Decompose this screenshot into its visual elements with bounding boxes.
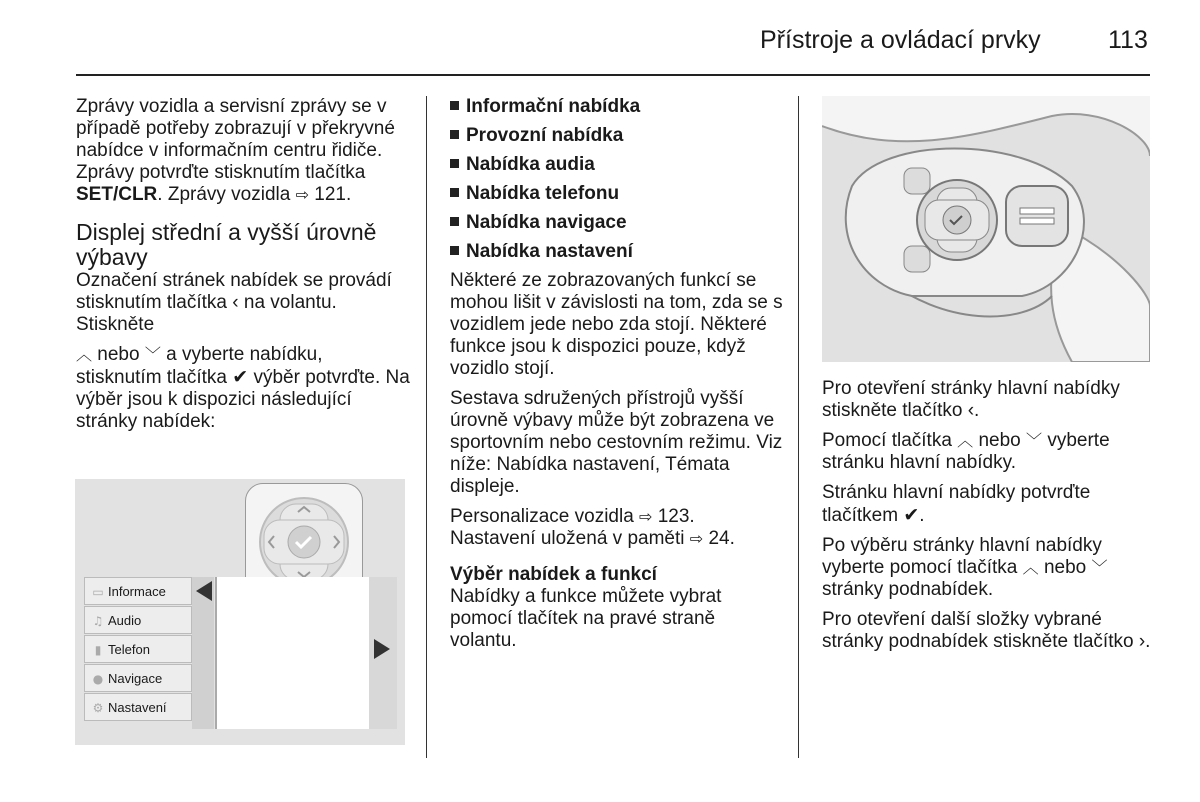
column-1	[76, 96, 412, 441]
bullet-square-icon	[450, 130, 459, 139]
triangle-left-icon	[196, 581, 212, 601]
set-clr-label: SET/CLR	[76, 184, 158, 205]
triangle-right-icon	[374, 639, 390, 659]
bullet-square-icon	[450, 101, 459, 110]
list-item: Nabídka navigace	[450, 212, 786, 234]
paragraph-confirm-main-menu: Stránku hlavní nabídky potvrďte tlačítkem ✔.	[822, 482, 1091, 526]
car-icon: ▭	[92, 585, 104, 599]
list-item: Nabídka nastavení	[450, 241, 786, 263]
display-menu-item-phone: ▮ Telefon	[84, 635, 192, 663]
paragraph-sport-mode: Sestava sdružených přístrojů vyšší úrovně výbavy může být zobrazena ve sportovním nebo cestovním režimu. Viz níže: Nabídka nastavení, Témata displeje.	[450, 388, 783, 497]
display-menu-item-navigation: ● Navigace	[84, 664, 192, 692]
display-screen-area	[215, 577, 371, 729]
checkmark-icon: ✔	[232, 366, 249, 388]
page-reference-icon: ⇨	[295, 185, 310, 204]
bullet-square-icon	[450, 217, 459, 226]
list-item: Provozní nabídka	[450, 125, 786, 147]
chevron-down-icon: ﹀	[1091, 558, 1108, 577]
column-divider-1	[426, 96, 427, 758]
compass-icon: ●	[92, 672, 104, 686]
chevron-down-icon: ﹀	[1026, 431, 1043, 450]
display-menu-item-audio: ♫ Audio	[84, 606, 192, 634]
paragraph-references: Personalizace vozidla ⇨ 123. Nastavení uložená v paměti ⇨ 24.	[450, 506, 735, 549]
display-menu-item-settings: ⚙ Nastavení	[84, 693, 192, 721]
gears-icon: ⚙	[92, 701, 104, 715]
header-rule	[76, 74, 1150, 76]
page-reference-icon: ⇨	[689, 529, 704, 548]
bullet-square-icon	[450, 246, 459, 255]
paragraph-open-main-menu: Pro otevření stránky hlavní nabídky stiskněte tlačítko ‹.	[822, 378, 1120, 421]
paragraph-select-main-menu: Pomocí tlačítka ︿ nebo ﹀ vyberte stránku hlavní nabídky.	[822, 430, 1110, 473]
column-2	[450, 96, 786, 660]
steering-wheel-illustration	[822, 96, 1150, 362]
section-heading: Displej střední a vyšší úrovně výbavy	[76, 219, 377, 270]
paragraph-buttons-right: Nabídky a funkce můžete vybrat pomocí tlačítek na pravé straně volantu.	[450, 586, 722, 651]
paragraph-menu-pages: Označení stránek nabídek se provádí stisknutím tlačítka ‹ na volantu. Stiskněte	[76, 270, 392, 335]
subsection-heading: Výběr nabídek a funkcí	[450, 564, 657, 585]
checkmark-icon: ✔	[903, 504, 920, 526]
paragraph-messages: Zprávy vozidla a servisní zprávy se v případě potřeby zobrazují v překryvné nabídce v informačním centru řidiče. Zprávy potvrďte stisknutím tlačítka SET/CLR. Zprávy vozidla ⇨ 121.	[76, 96, 395, 205]
steering-wheel-icon	[822, 96, 1150, 362]
chevron-up-icon: ︿	[1022, 558, 1039, 577]
bullet-square-icon	[450, 159, 459, 168]
list-item: Nabídka telefonu	[450, 183, 786, 205]
page-reference-icon: ⇨	[639, 507, 653, 526]
bullet-square-icon	[450, 188, 459, 197]
paragraph-functions-vary: Některé ze zobrazovaných funkcí se mohou lišit v závislosti na tom, zda se s vozidlem jede nebo zda stojí. Některé funkce jsou k dispozici pouze, když vozidlo stojí.	[450, 270, 783, 379]
chevron-down-icon: ﹀	[144, 345, 161, 364]
phone-icon: ▮	[94, 643, 102, 657]
page-number: 113	[1108, 26, 1148, 54]
display-illustration	[75, 479, 405, 745]
list-item: Nabídka audia	[450, 154, 786, 176]
chevron-up-icon: ︿	[957, 431, 974, 450]
paragraph-select-submenu: Po výběru stránky hlavní nabídky vyberte pomocí tlačítka ︿ nebo ﹀ stránky podnabídek.	[822, 535, 1108, 600]
music-icon: ♫	[92, 614, 104, 628]
page-header-title: Přístroje a ovládací prvky	[760, 26, 1041, 54]
column-divider-2	[798, 96, 799, 758]
column-3	[822, 378, 1158, 661]
paragraph-open-folder: Pro otevření další složky vybrané stránky podnabídek stiskněte tlačítko ›.	[822, 609, 1151, 652]
menu-bullet-list	[450, 96, 786, 263]
display-menu-item-information: ▭ Informace	[84, 577, 192, 605]
chevron-up-icon: ︿	[76, 345, 93, 364]
list-item: Informační nabídka	[450, 96, 786, 118]
display-menu-list	[84, 577, 192, 729]
paragraph-select-menu: ︿ nebo ﹀ a vyberte nabídku, stisknutím tlačítka ✔ výběr potvrďte. Na výběr jsou k dispozici následující stránky nabídek:	[76, 344, 410, 432]
